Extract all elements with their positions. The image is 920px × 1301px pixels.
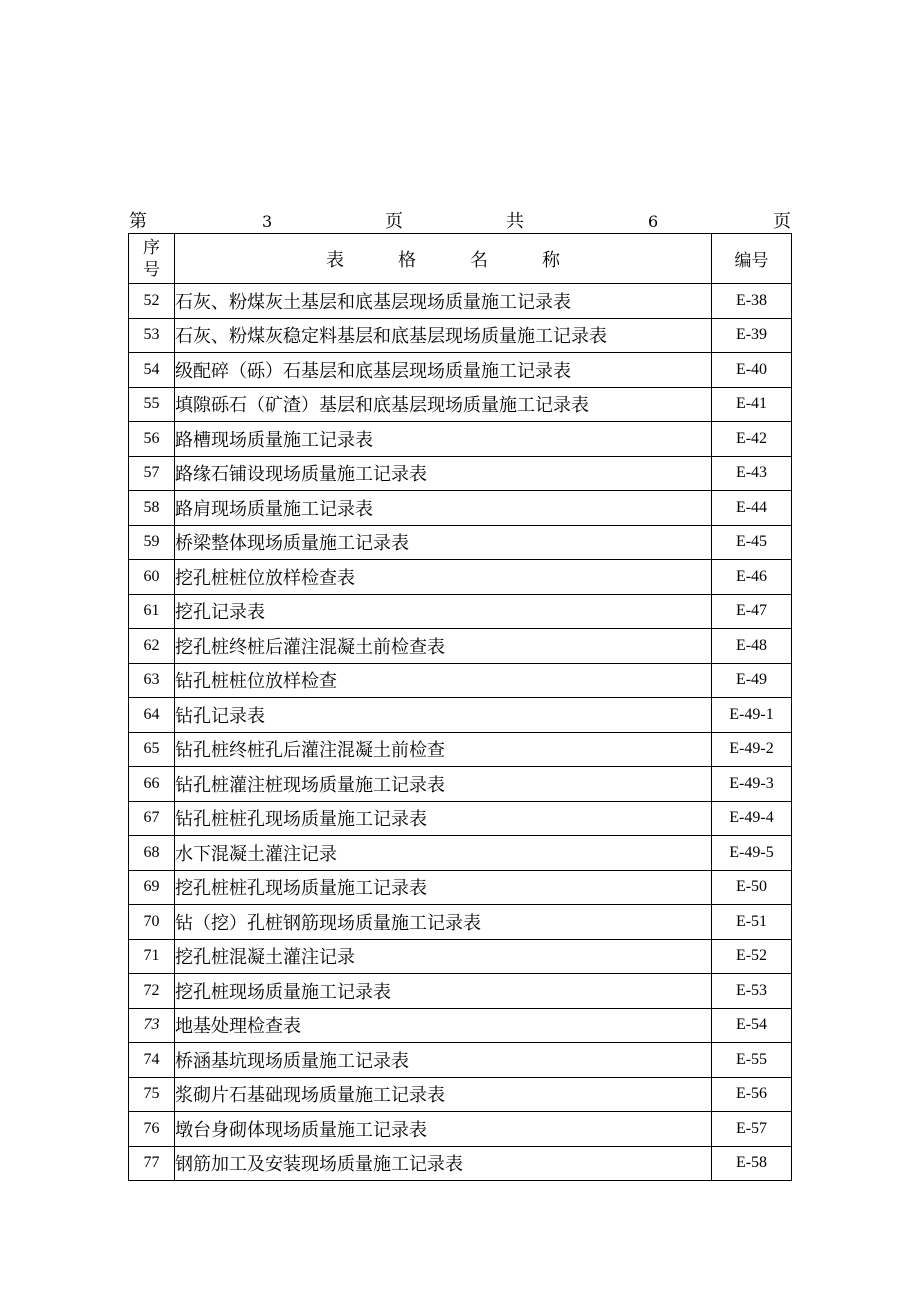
table-row (129, 1112, 792, 1147)
table-row (129, 836, 792, 871)
form-code: E-50 (712, 870, 792, 905)
form-code: E-57 (712, 1112, 792, 1147)
table-row (129, 905, 792, 940)
table-row (129, 767, 792, 802)
form-name: 挖孔记录表 (175, 594, 712, 629)
form-code: E-55 (712, 1043, 792, 1078)
form-code: E-51 (712, 905, 792, 940)
form-name: 水下混凝土灌注记录 (175, 836, 712, 871)
table-row (129, 1043, 792, 1078)
header-di: 第 (129, 211, 147, 232)
form-code: E-38 (712, 284, 792, 319)
form-code: E-56 (712, 1077, 792, 1112)
header-ye: 页 (385, 211, 403, 232)
header-gong: 共 (506, 211, 524, 232)
page-header (129, 210, 791, 234)
header-total-pages: 6 (648, 212, 659, 231)
form-name: 钻（挖）孔桩钢筋现场质量施工记录表 (175, 905, 712, 940)
table-header-row (129, 234, 792, 284)
form-name: 级配碎（砾）石基层和底基层现场质量施工记录表 (175, 353, 712, 388)
row-number: 74 (129, 1043, 175, 1078)
table-row (129, 801, 792, 836)
form-index-table (128, 233, 792, 1181)
column-header-number-line1: 序 (143, 237, 160, 258)
column-header-code: 编号 (712, 234, 792, 284)
form-name: 钻孔桩桩位放样检查 (175, 663, 712, 698)
table-row (129, 1077, 792, 1112)
row-number: 70 (129, 905, 175, 940)
form-code: E-42 (712, 422, 792, 457)
form-name: 挖孔桩混凝土灌注记录 (175, 939, 712, 974)
table-row (129, 939, 792, 974)
form-code: E-45 (712, 525, 792, 560)
form-code: E-49-2 (712, 732, 792, 767)
form-name: 挖孔桩桩孔现场质量施工记录表 (175, 870, 712, 905)
row-number: 77 (129, 1146, 175, 1181)
table-row (129, 594, 792, 629)
form-code: E-49-5 (712, 836, 792, 871)
column-header-name-char: 格 (398, 249, 416, 271)
table-row (129, 525, 792, 560)
form-code: E-41 (712, 387, 792, 422)
form-name: 填隙砾石（矿渣）基层和底基层现场质量施工记录表 (175, 387, 712, 422)
row-number: 56 (129, 422, 175, 457)
column-header-name-char: 称 (542, 249, 560, 271)
header-ye-2: 页 (773, 211, 791, 232)
row-number: 64 (129, 698, 175, 733)
row-number: 75 (129, 1077, 175, 1112)
form-name: 路缘石铺设现场质量施工记录表 (175, 456, 712, 491)
row-number: 61 (129, 594, 175, 629)
row-number: 73 (129, 1008, 175, 1043)
table-row (129, 629, 792, 664)
row-number: 72 (129, 974, 175, 1009)
form-name: 挖孔桩现场质量施工记录表 (175, 974, 712, 1009)
row-number: 54 (129, 353, 175, 388)
table-row (129, 284, 792, 319)
row-number: 68 (129, 836, 175, 871)
row-number: 65 (129, 732, 175, 767)
form-name: 路槽现场质量施工记录表 (175, 422, 712, 457)
row-number: 60 (129, 560, 175, 595)
column-header-name (175, 234, 712, 284)
form-code: E-49 (712, 663, 792, 698)
form-name: 钻孔桩桩孔现场质量施工记录表 (175, 801, 712, 836)
form-code: E-40 (712, 353, 792, 388)
form-name: 挖孔桩桩位放样检查表 (175, 560, 712, 595)
column-header-number-line2: 号 (143, 259, 160, 280)
row-number: 55 (129, 387, 175, 422)
row-number: 71 (129, 939, 175, 974)
form-code: E-44 (712, 491, 792, 526)
form-code: E-49-4 (712, 801, 792, 836)
form-name: 钻孔桩终桩孔后灌注混凝土前检查 (175, 732, 712, 767)
row-number: 76 (129, 1112, 175, 1147)
column-header-number (129, 234, 175, 284)
form-code: E-39 (712, 318, 792, 353)
form-code: E-47 (712, 594, 792, 629)
row-number: 67 (129, 801, 175, 836)
table-row (129, 491, 792, 526)
table-row (129, 353, 792, 388)
table-row (129, 456, 792, 491)
row-number: 58 (129, 491, 175, 526)
form-name: 石灰、粉煤灰土基层和底基层现场质量施工记录表 (175, 284, 712, 319)
table-row (129, 318, 792, 353)
table-row (129, 974, 792, 1009)
form-name: 桥梁整体现场质量施工记录表 (175, 525, 712, 560)
table-row (129, 663, 792, 698)
form-code: E-49-3 (712, 767, 792, 802)
form-code: E-48 (712, 629, 792, 664)
row-number: 63 (129, 663, 175, 698)
form-name: 桥涵基坑现场质量施工记录表 (175, 1043, 712, 1078)
form-name: 石灰、粉煤灰稳定料基层和底基层现场质量施工记录表 (175, 318, 712, 353)
form-code: E-52 (712, 939, 792, 974)
form-code: E-53 (712, 974, 792, 1009)
form-name: 钢筋加工及安装现场质量施工记录表 (175, 1146, 712, 1181)
form-code: E-43 (712, 456, 792, 491)
table-row (129, 387, 792, 422)
form-code: E-58 (712, 1146, 792, 1181)
table-row (129, 560, 792, 595)
row-number: 66 (129, 767, 175, 802)
row-number: 52 (129, 284, 175, 319)
table-row (129, 1008, 792, 1043)
column-header-name-char: 表 (326, 249, 344, 271)
form-name: 挖孔桩终桩后灌注混凝土前检查表 (175, 629, 712, 664)
form-name: 钻孔记录表 (175, 698, 712, 733)
form-name: 路肩现场质量施工记录表 (175, 491, 712, 526)
table-row (129, 422, 792, 457)
table-row (129, 870, 792, 905)
form-code: E-46 (712, 560, 792, 595)
form-name: 墩台身砌体现场质量施工记录表 (175, 1112, 712, 1147)
column-header-name-char: 名 (470, 249, 488, 271)
row-number: 57 (129, 456, 175, 491)
form-name: 浆砌片石基础现场质量施工记录表 (175, 1077, 712, 1112)
form-code: E-49-1 (712, 698, 792, 733)
form-name: 地基处理检查表 (175, 1008, 712, 1043)
table-row (129, 698, 792, 733)
form-code: E-54 (712, 1008, 792, 1043)
table-row (129, 1146, 792, 1181)
form-name: 钻孔桩灌注桩现场质量施工记录表 (175, 767, 712, 802)
row-number: 53 (129, 318, 175, 353)
row-number: 69 (129, 870, 175, 905)
header-page-number: 3 (262, 212, 273, 231)
table-row (129, 732, 792, 767)
row-number: 62 (129, 629, 175, 664)
row-number: 59 (129, 525, 175, 560)
